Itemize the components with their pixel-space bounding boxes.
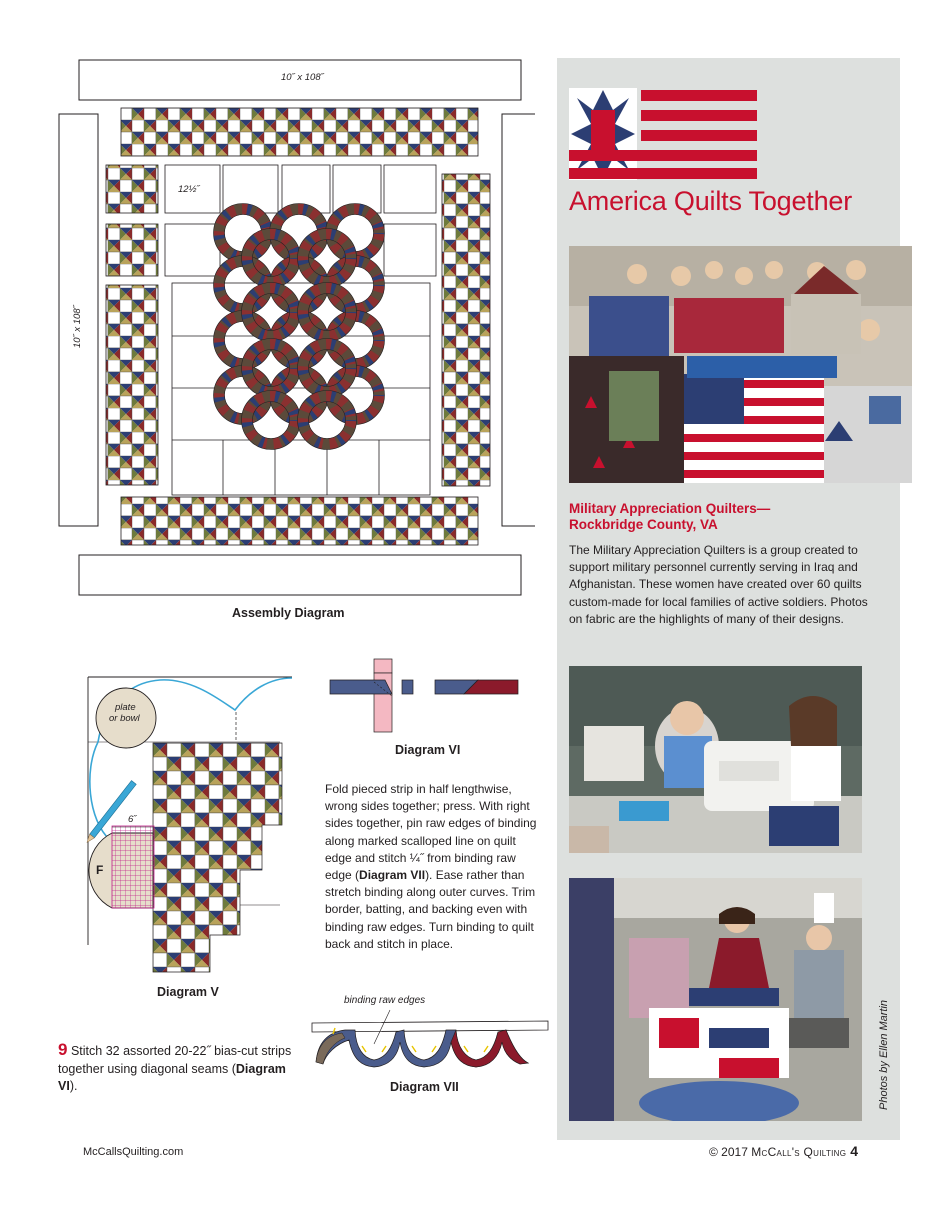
footer-site-link[interactable]: McCallsQuilting.com [83, 1146, 184, 1158]
binding-instructions [325, 781, 540, 953]
instr-ref: Diagram VII [359, 868, 426, 883]
sidebar-panel [557, 58, 900, 1140]
step-9 [58, 1041, 308, 1096]
diagram-vii-caption: Diagram VII [390, 1080, 459, 1094]
sidebar-heading-line1: Military Appreciation Quilters— [569, 501, 771, 516]
diagram-vi [325, 655, 525, 735]
diagram-v-caption: Diagram V [157, 985, 219, 999]
sidebar-title: America Quilts Together [569, 186, 853, 216]
binding-raw-edges-label: binding raw edges [344, 995, 426, 1006]
plate-label-line2: or bowl [109, 713, 140, 724]
step-end: ). [69, 1079, 78, 1093]
sidebar-heading-line2: Rockbridge County, VA [569, 517, 718, 532]
top-border-dimension: 10˝ x 108˝ [281, 72, 324, 83]
step-number: 9 [58, 1040, 68, 1059]
floor-photo [569, 878, 862, 1121]
step-ref: Diagram VI [58, 1061, 286, 1093]
flag-logo [569, 88, 759, 180]
diagram-v [45, 672, 295, 977]
plate-label-line1: plate [115, 702, 136, 713]
diagram-vi-caption: Diagram VI [395, 743, 461, 757]
diagram-vii [310, 1005, 555, 1075]
grid-dimension: 6˝ [128, 814, 137, 825]
photo-credit: Photos by Ellen Martin [878, 999, 890, 1110]
sewing-photo [569, 666, 862, 853]
instr-text-1: Fold pieced strip in half lengthwise, wrong sides together; press. With right sides together, pin raw edges of binding along marked scalloped line on quilt edge and stitch ¼˝ from binding raw edge ( [325, 782, 537, 883]
page-number: 4 [850, 1143, 859, 1159]
sidebar-heading [569, 501, 889, 533]
side-border-dimension: 10˝ x 108˝ [72, 305, 83, 348]
template-f-label: F [96, 863, 104, 877]
copyright-prefix: © 2017 [709, 1145, 748, 1159]
instr-text-2: ). Ease rather than stretch binding along outer curves. Trim border, batting, and backing even with binding raw edges. Turn binding to quilt back and stitch in place. [325, 868, 536, 951]
assembly-diagram [55, 55, 535, 605]
block-dimension: 12½˝ [178, 184, 200, 195]
brand-name: McCall's Quilting [751, 1145, 847, 1159]
footer-copyright [709, 1143, 858, 1159]
sidebar-body: The Military Appreciation Quilters is a group created to support military personnel currently serving in Iraq and Afghanistan. These women have created over 60 quilts custom-made for local families of active soldiers. Photos on fabric are the highlights of many of their designs. [569, 543, 868, 626]
assembly-caption: Assembly Diagram [232, 606, 345, 620]
group-photo [569, 246, 912, 483]
step-text: Stitch 32 assorted 20-22˝ bias-cut strips together using diagonal seams ( [58, 1044, 292, 1076]
